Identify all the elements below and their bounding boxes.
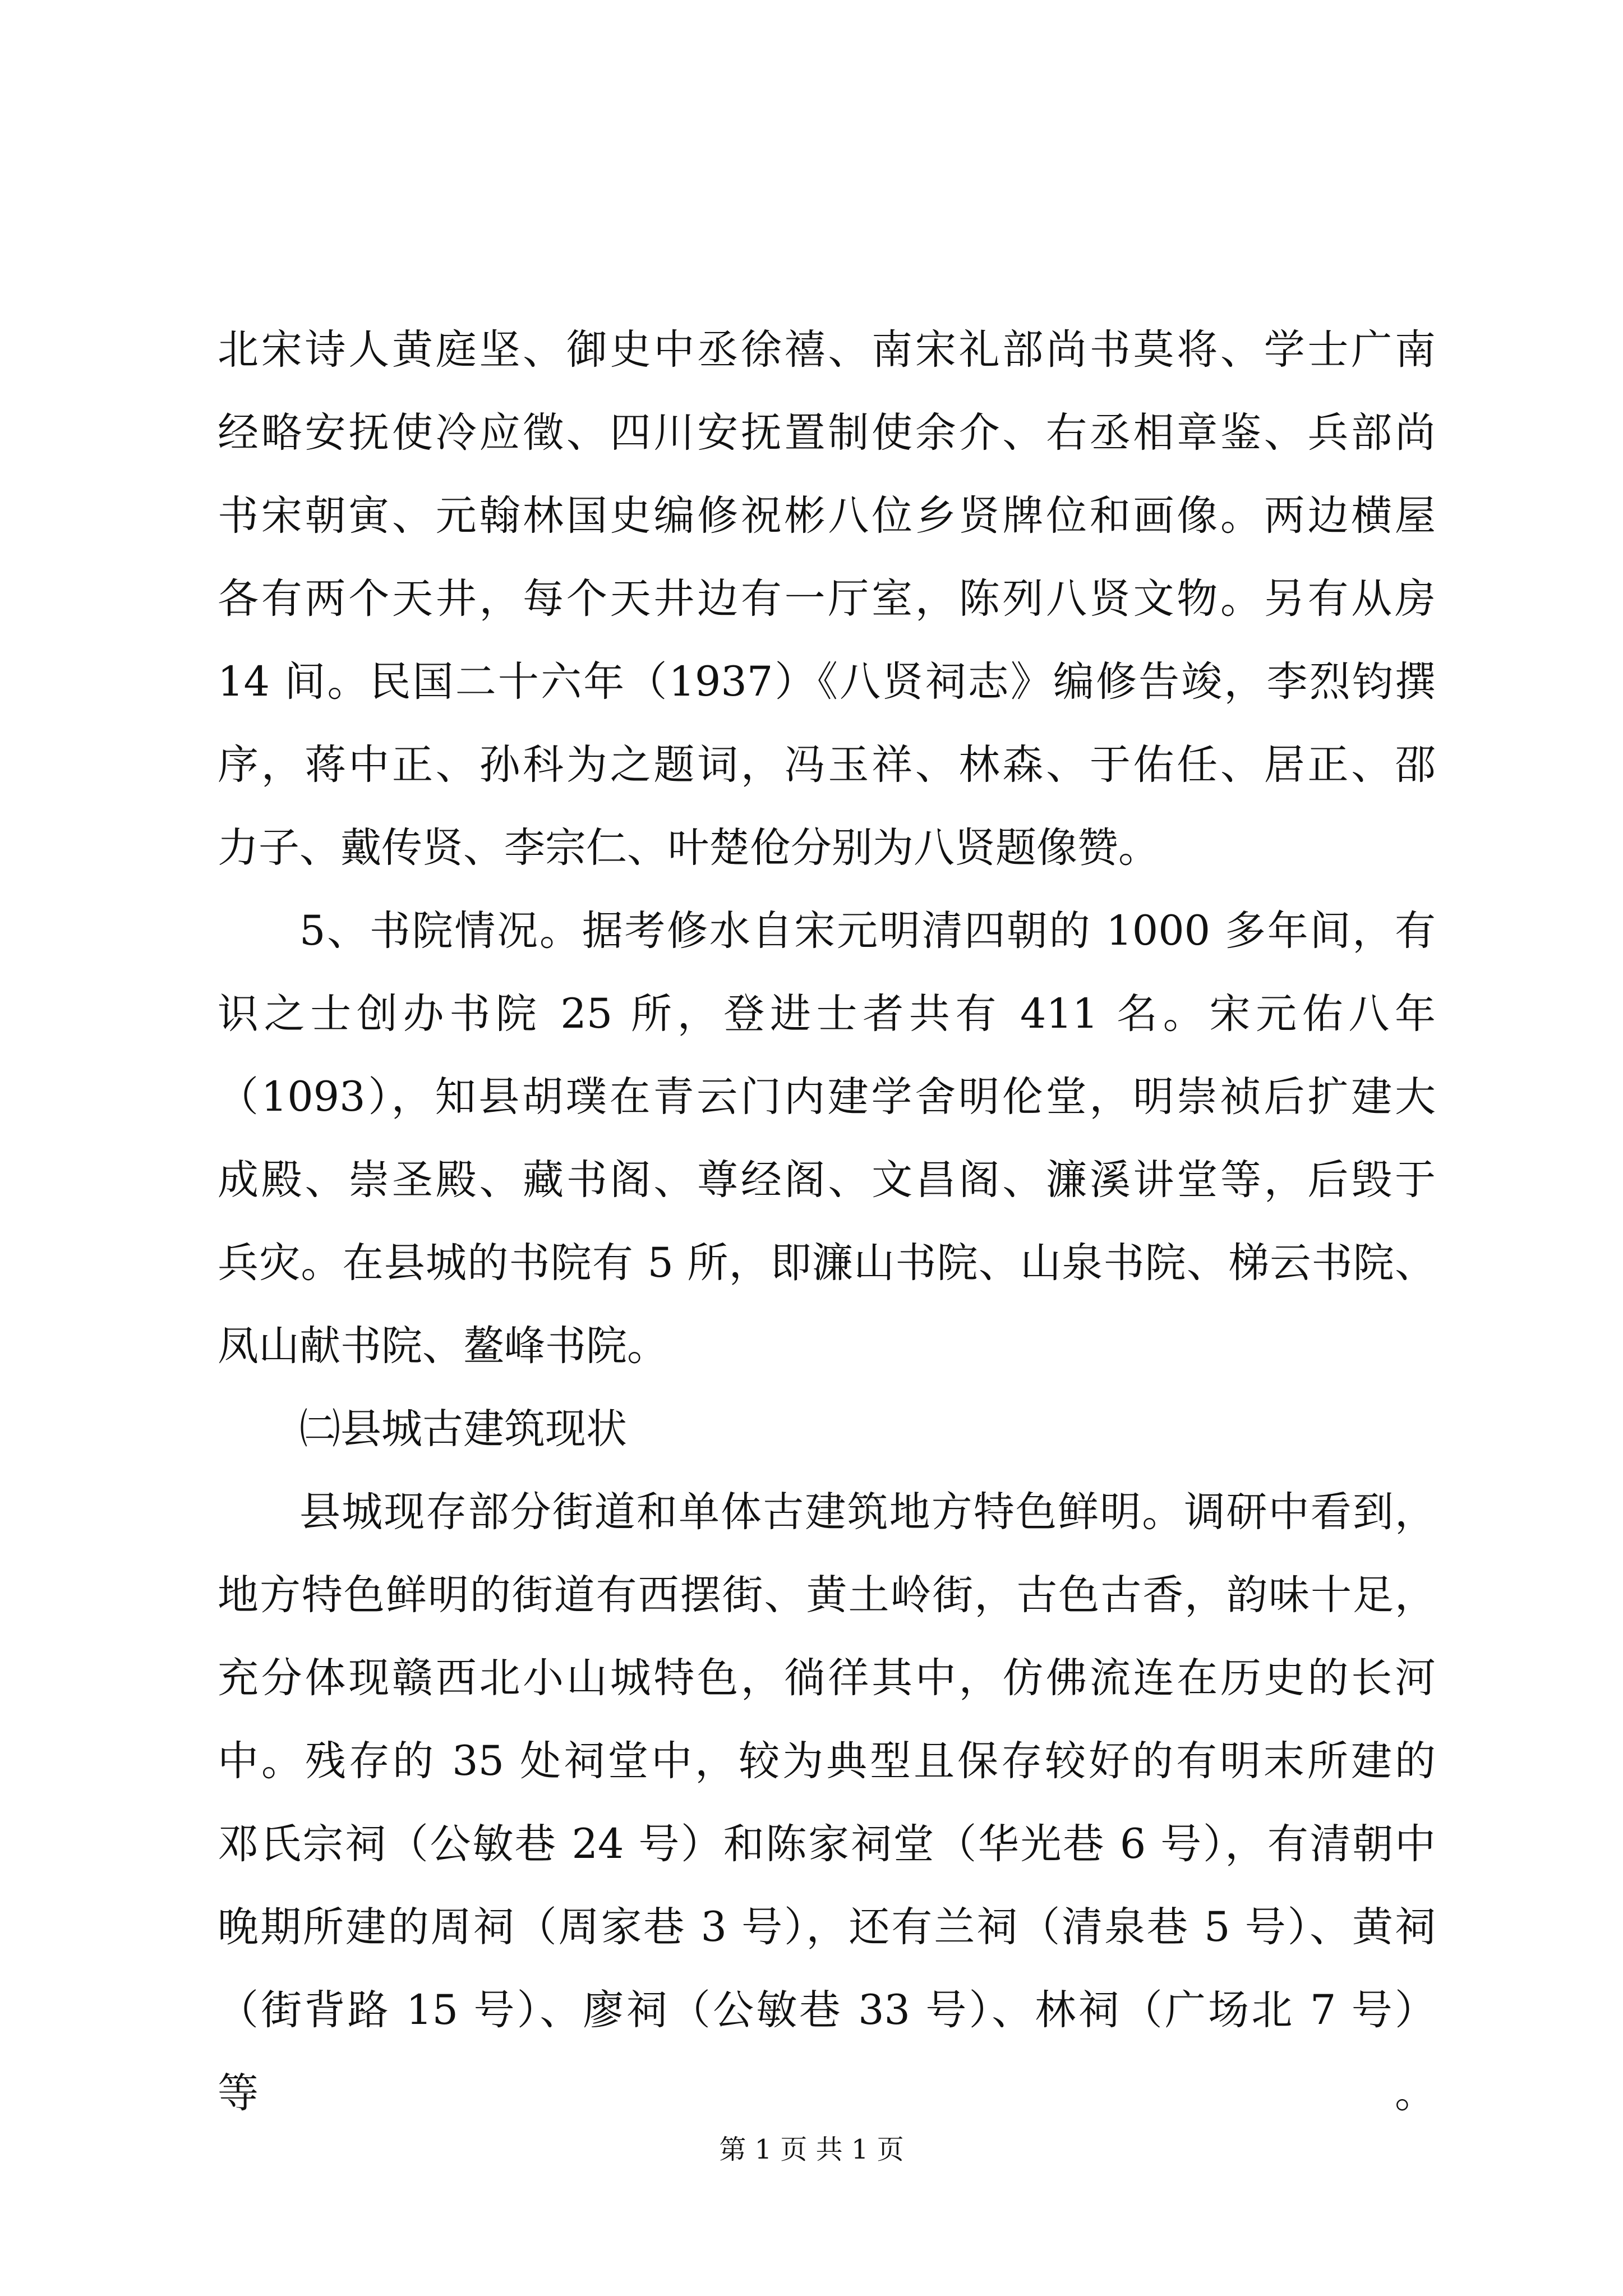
paragraph-line: 序，蒋中正、孙科为之题词，冯玉祥、林森、于佑任、居正、邵 — [218, 741, 1436, 789]
page-footer: 第 1 页 共 1 页 — [719, 2134, 904, 2165]
section-heading — [218, 1388, 1436, 1471]
paragraph-eight-sages-shrine — [218, 309, 1436, 890]
paragraph-line: 14 间。民国二十六年（1937）《八贤祠志》编修告竣，李烈钧撰 — [218, 658, 1436, 706]
paragraph-academies — [218, 890, 1436, 1388]
paragraph-line: 地方特色鲜明的街道有西摆街、黄土岭街，古色古香，韵味十足， — [218, 1571, 1436, 1619]
paragraph-line: 兵灾。在县城的书院有 5 所，即濂山书院、山泉书院、梯云书院、 — [218, 1239, 1436, 1287]
paragraph-ancient-buildings — [218, 1471, 1436, 2117]
paragraph-line: 中。残存的 35 处祠堂中，较为典型且保存较好的有明末所建的 — [218, 1737, 1436, 1785]
paragraph-line: （街背路 15 号）、廖祠（公敏巷 33 号）、林祠（广场北 7 号）等。 — [218, 1986, 1436, 2117]
paragraph-line: 识之士创办书院 25 所，登进士者共有 411 名。宋元佑八年 — [218, 990, 1436, 1038]
paragraph-line: 晚期所建的周祠（周家巷 3 号），还有兰祠（清泉巷 5 号）、黄祠 — [218, 1903, 1436, 1951]
paragraph-line: （1093），知县胡璞在青云门内建学舍明伦堂，明崇祯后扩建大 — [218, 1073, 1436, 1121]
paragraph-line: 邓氏宗祠（公敏巷 24 号）和陈家祠堂（华光巷 6 号），有清朝中 — [218, 1820, 1436, 1868]
paragraph-line: 经略安抚使冷应徵、四川安抚置制使余介、右丞相章鉴、兵部尚 — [218, 409, 1436, 457]
document-body — [218, 309, 1436, 2117]
paragraph-line: 北宋诗人黄庭坚、御史中丞徐禧、南宋礼部尚书莫将、学士广南 — [218, 326, 1436, 374]
paragraph-line: 县城现存部分街道和单体古建筑地方特色鲜明。调研中看到， — [299, 1488, 1436, 1536]
paragraph-line: 各有两个天井，每个天井边有一厅室，陈列八贤文物。另有从房 — [218, 575, 1436, 623]
paragraph-line: 5、书院情况。据考修水自宋元明清四朝的 1000 多年间，有 — [299, 907, 1436, 955]
section-heading-text: ㈡县城古建筑现状 — [299, 1405, 627, 1453]
paragraph-line: 凤山献书院、鳌峰书院。 — [218, 1322, 668, 1370]
paragraph-line: 书宋朝寅、元翰林国史编修祝彬八位乡贤牌位和画像。两边横屋 — [218, 492, 1436, 540]
paragraph-line: 力子、戴传贤、李宗仁、叶楚伧分别为八贤题像赞。 — [218, 824, 1159, 872]
paragraph-line: 成殿、崇圣殿、藏书阁、尊经阁、文昌阁、濂溪讲堂等，后毁于 — [218, 1156, 1436, 1204]
paragraph-line: 充分体现赣西北小山城特色，徜徉其中，仿佛流连在历史的长河 — [218, 1654, 1436, 1702]
